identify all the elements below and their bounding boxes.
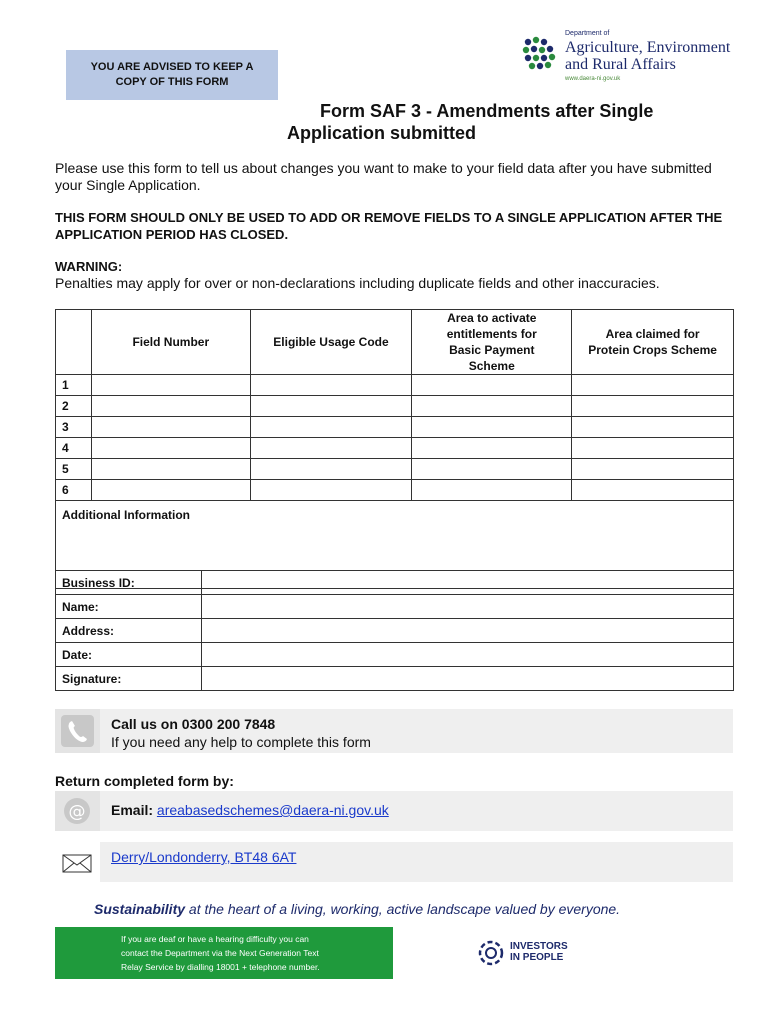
warning-heading: WARNING: [55, 259, 123, 274]
business-id-label: Business ID: [56, 571, 202, 595]
table-row [56, 438, 734, 459]
field-number-cell[interactable] [91, 480, 250, 501]
logo-dots-icon [520, 34, 560, 74]
protein-area-cell[interactable] [572, 459, 734, 480]
at-icon [55, 791, 100, 831]
phone-icon [55, 709, 100, 753]
date-label: Date: [56, 643, 202, 667]
table-row [56, 480, 734, 501]
keep-copy-notice [66, 50, 278, 100]
svg-text:@: @ [68, 802, 86, 822]
table-row [56, 459, 734, 480]
row-number: 6 [56, 480, 92, 501]
protein-area-cell[interactable] [572, 375, 734, 396]
usage-code-cell[interactable] [250, 438, 412, 459]
address-label: Address: [56, 619, 202, 643]
header-field-number: Field Number [91, 310, 250, 375]
sustainability-bold: Sustainability [94, 901, 186, 917]
table-row [56, 396, 734, 417]
daera-logo [520, 30, 740, 90]
detail-row [56, 571, 734, 595]
post-bar [55, 842, 733, 882]
iip-line2: IN PEOPLE [510, 952, 564, 963]
field-number-cell[interactable] [91, 438, 250, 459]
intro-text: Please use this form to tell us about changes you want to make to your field data after you have submitted your Single Application. [55, 160, 712, 193]
table-row [56, 417, 734, 438]
detail-row [56, 643, 734, 667]
logo-url: www.daera-ni.gov.uk [565, 76, 621, 82]
sustainability-line [94, 901, 620, 917]
relay-line2: contact the Department via the Next Generation Text [121, 948, 319, 958]
page-title [287, 100, 737, 144]
date-field[interactable] [201, 643, 733, 667]
investors-in-people-logo [476, 938, 596, 968]
bps-area-cell[interactable] [412, 417, 572, 438]
field-number-cell[interactable] [91, 396, 250, 417]
signature-label: Signature: [56, 667, 202, 691]
row-number: 1 [56, 375, 92, 396]
usage-code-cell[interactable] [250, 417, 412, 438]
title-line2: Application submitted [287, 123, 476, 143]
usage-code-cell[interactable] [250, 375, 412, 396]
name-label: Name: [56, 595, 202, 619]
call-number: Call us on 0300 200 7848 [111, 716, 276, 732]
row-number: 5 [56, 459, 92, 480]
usage-code-cell[interactable] [250, 396, 412, 417]
relay-service-box [55, 927, 393, 979]
return-heading: Return completed form by: [55, 773, 234, 789]
business-id-field[interactable] [201, 571, 733, 595]
row-number: 3 [56, 417, 92, 438]
usage-code-cell[interactable] [250, 459, 412, 480]
bps-area-cell[interactable] [412, 480, 572, 501]
relay-line3: Relay Service by dialling 18001 + telephone number. [121, 962, 320, 972]
protein-area-cell[interactable] [572, 417, 734, 438]
field-number-cell[interactable] [91, 375, 250, 396]
row-number: 4 [56, 438, 92, 459]
bps-area-cell[interactable] [412, 438, 572, 459]
call-help-text: If you need any help to complete this form [111, 734, 371, 750]
usage-code-cell[interactable] [250, 480, 412, 501]
detail-row [56, 619, 734, 643]
field-number-cell[interactable] [91, 459, 250, 480]
detail-row [56, 595, 734, 619]
protein-area-cell[interactable] [572, 480, 734, 501]
name-field[interactable] [201, 595, 733, 619]
keep-copy-line2: COPY OF THIS FORM [115, 76, 229, 88]
details-table [55, 570, 734, 691]
email-link[interactable]: areabasedschemes@daera-ni.gov.uk [156, 802, 389, 818]
detail-row [56, 667, 734, 691]
postal-address-link[interactable]: Derry/Londonderry, BT48 6AT [111, 849, 297, 865]
header-blank [56, 310, 92, 375]
additional-info-label: Additional Information [62, 508, 190, 522]
relay-line1: If you are deaf or have a hearing difficulty you can [121, 934, 309, 944]
table-row [56, 375, 734, 396]
bps-area-cell[interactable] [412, 396, 572, 417]
email-label: Email: [111, 802, 154, 818]
warning-text: Penalties may apply for over or non-declarations including duplicate fields and other inaccuracies. [55, 275, 660, 291]
title-line1: Form SAF 3 - Amendments after Single [320, 101, 654, 121]
fields-table [55, 309, 734, 589]
iip-icon [476, 938, 506, 968]
header-bps-area: Area to activate entitlements for Basic Payment Scheme [412, 310, 572, 375]
header-usage-code: Eligible Usage Code [250, 310, 412, 375]
notice-text: THIS FORM SHOULD ONLY BE USED TO ADD OR REMOVE FIELDS TO A SINGLE APPLICATION AFTER THE APPLICATION PERIOD HAS CLOSED. [55, 210, 723, 242]
field-number-cell[interactable] [91, 417, 250, 438]
bps-area-cell[interactable] [412, 375, 572, 396]
protein-area-cell[interactable] [572, 438, 734, 459]
logo-line2: and Rural Affairs [565, 56, 676, 73]
row-number: 2 [56, 396, 92, 417]
logo-line1: Agriculture, Environment [565, 39, 731, 56]
email-bar [55, 791, 733, 831]
iip-line1: INVESTORS [510, 941, 568, 952]
header-protein-area: Area claimed for Protein Crops Scheme [572, 310, 734, 375]
keep-copy-line1: YOU ARE ADVISED TO KEEP A [90, 61, 254, 73]
call-us-bar [55, 709, 733, 753]
signature-field[interactable] [201, 667, 733, 691]
address-field[interactable] [201, 619, 733, 643]
bps-area-cell[interactable] [412, 459, 572, 480]
protein-area-cell[interactable] [572, 396, 734, 417]
sustainability-text: at the heart of a living, working, active landscape valued by everyone. [188, 901, 621, 917]
table-header-row [56, 310, 734, 375]
logo-dept-of: Department of [565, 30, 610, 37]
warning-block [55, 258, 745, 292]
envelope-icon [55, 842, 100, 882]
